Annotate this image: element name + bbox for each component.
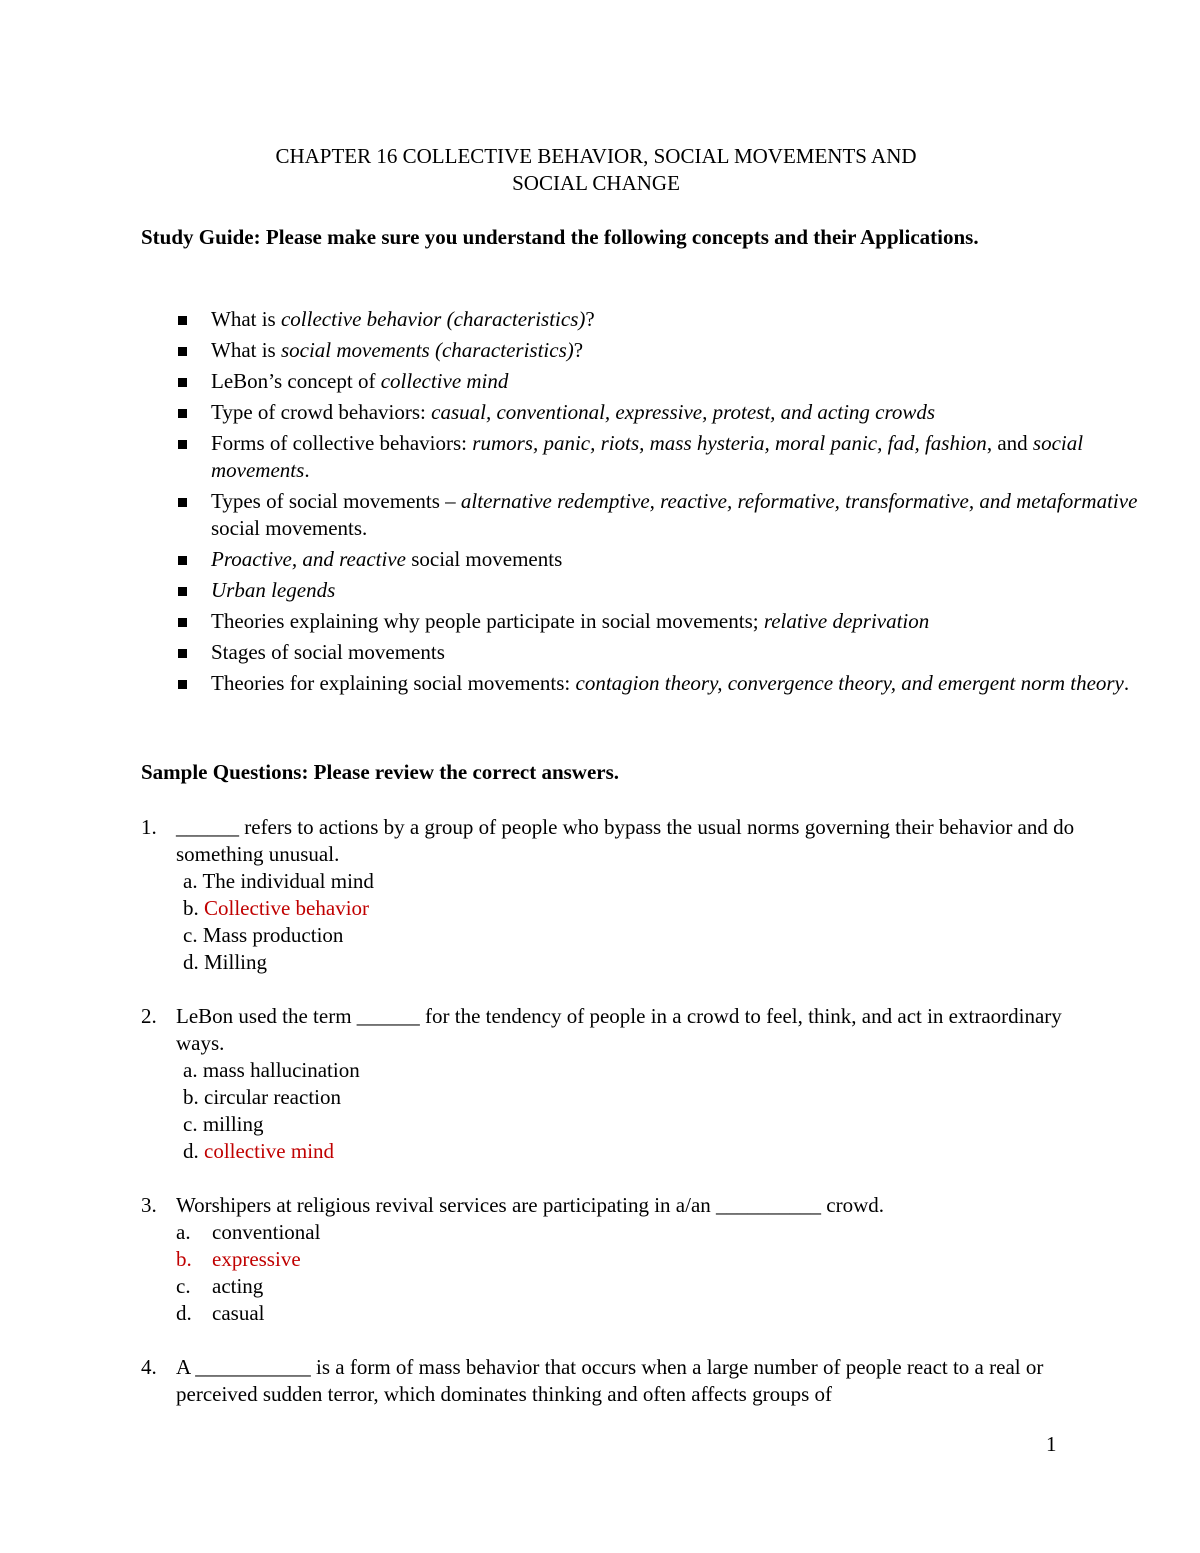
sample-questions-heading: Sample Questions: Please review the correct answers.	[141, 760, 620, 784]
bullet-square-icon	[178, 556, 187, 565]
question-number: 4.	[141, 1355, 157, 1379]
study-guide-heading: Study Guide: Please make sure you understand the following concepts and their Applications.	[141, 225, 979, 249]
answer-option: a. mass hallucination	[183, 1058, 360, 1082]
answer-option: c. acting	[176, 1274, 264, 1298]
question-text: LeBon used the term ______ for the tendency of people in a crowd to feel, think, and act in extraordinary ways.	[176, 1004, 1062, 1055]
answer-option-correct: d. collective mind	[183, 1139, 335, 1163]
bullet-square-icon	[178, 649, 187, 658]
list-item: Theories for explaining social movements: contagion theory, convergence theory, and emergent norm theory.	[0, 670, 1171, 697]
bullet-square-icon	[178, 440, 187, 449]
chapter-title-line1: CHAPTER 16 COLLECTIVE BEHAVIOR, SOCIAL MOVEMENTS AND	[275, 144, 917, 168]
bullet-square-icon	[178, 378, 187, 387]
question-3	[0, 1192, 1200, 1327]
answer-option: d. Milling	[183, 950, 268, 974]
bullet-square-icon	[178, 347, 187, 356]
question-number: 3.	[141, 1193, 157, 1217]
answer-option: d. casual	[176, 1301, 265, 1325]
question-number: 1.	[141, 815, 157, 839]
question-text: ______ refers to actions by a group of people who bypass the usual norms governing their behavior and do something unusual.	[176, 815, 1075, 866]
bullet-square-icon	[178, 498, 187, 507]
study-guide-list	[0, 306, 1200, 701]
list-item: What is social movements (characteristics)?	[0, 337, 1171, 364]
list-item: LeBon’s concept of collective mind	[0, 368, 1171, 395]
chapter-title-line2: SOCIAL CHANGE	[512, 171, 680, 195]
answer-option: a. The individual mind	[183, 869, 374, 893]
list-item: Types of social movements – alternative redemptive, reactive, reformative, transformative, and metaformative social movements.	[0, 488, 1171, 542]
list-item: Proactive, and reactive social movements	[0, 546, 1171, 573]
list-item: Stages of social movements	[0, 639, 1171, 666]
question-1	[0, 814, 1200, 976]
answer-option: a. conventional	[176, 1220, 321, 1244]
answer-option: b. circular reaction	[183, 1085, 341, 1109]
page-number: 1	[1046, 1432, 1057, 1456]
list-item: What is collective behavior (characteristics)?	[0, 306, 1171, 333]
list-item: Forms of collective behaviors: rumors, panic, riots, mass hysteria, moral panic, fad, fashion, and social movements.	[0, 430, 1171, 484]
bullet-square-icon	[178, 618, 187, 627]
bullet-square-icon	[178, 409, 187, 418]
bullet-square-icon	[178, 680, 187, 689]
question-text: Worshipers at religious revival services are participating in a/an __________ crowd.	[176, 1193, 885, 1217]
list-item: Theories explaining why people participate in social movements; relative deprivation	[0, 608, 1171, 635]
bullet-square-icon	[178, 316, 187, 325]
question-text: A ___________ is a form of mass behavior that occurs when a large number of people react to a real or perceived sudden terror, which dominates thinking and often affects groups of	[176, 1355, 1044, 1406]
question-2	[0, 1003, 1200, 1165]
answer-option-correct: b. expressive	[176, 1247, 301, 1271]
answer-option: c. milling	[183, 1112, 264, 1136]
answer-option: c. Mass production	[183, 923, 344, 947]
list-item: Urban legends	[0, 577, 1171, 604]
bullet-square-icon	[178, 587, 187, 596]
answer-option-correct: b. Collective behavior	[183, 896, 370, 920]
list-item: Type of crowd behaviors: casual, conventional, expressive, protest, and acting crowds	[0, 399, 1171, 426]
question-number: 2.	[141, 1004, 157, 1028]
question-4	[0, 1354, 1200, 1408]
